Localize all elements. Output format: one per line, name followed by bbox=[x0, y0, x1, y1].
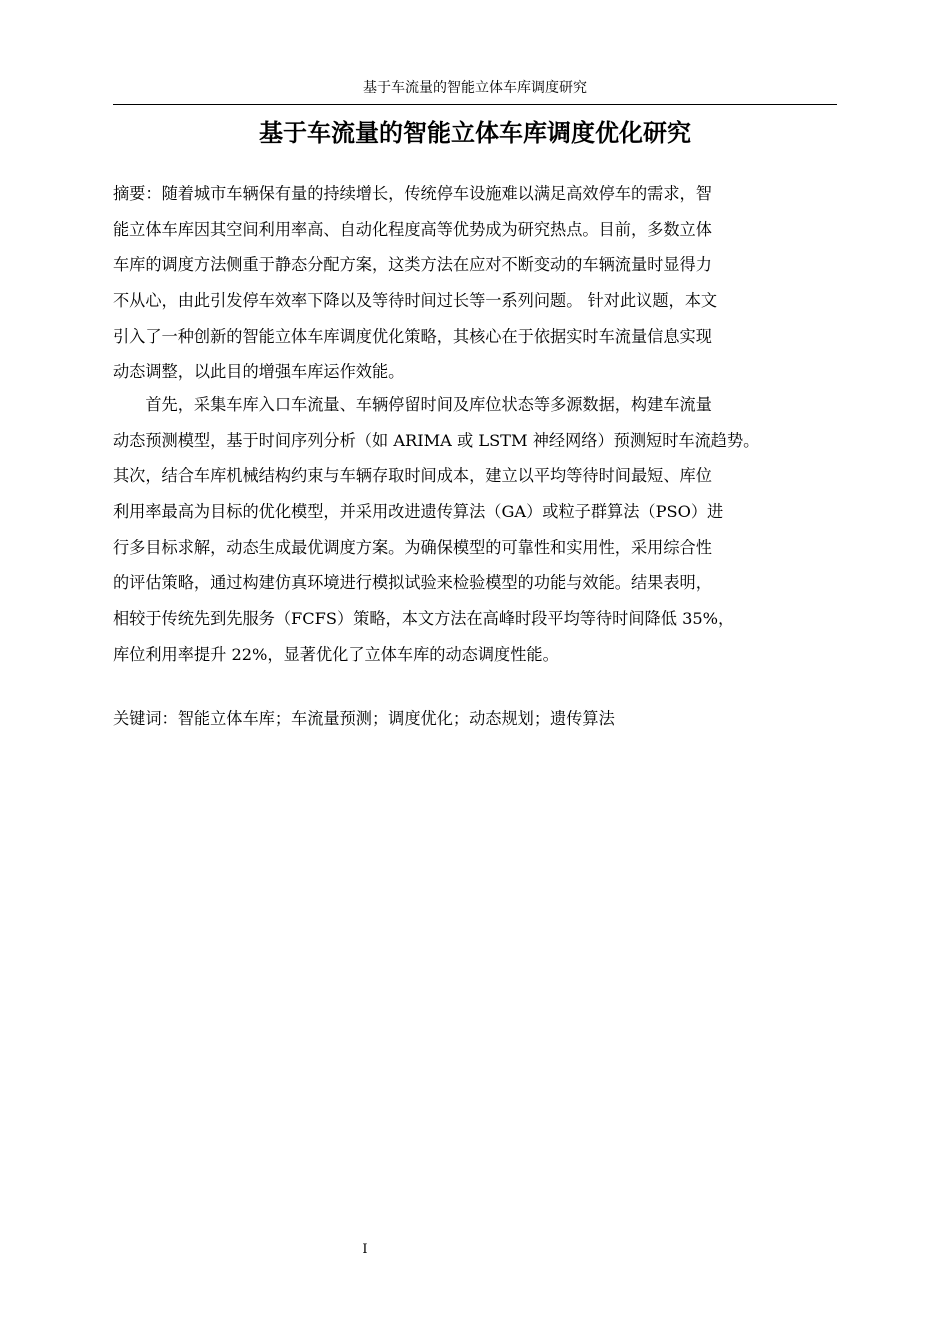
body-line-4: 利用率最高为目标的优化模型，并采用改进遗传算法（GA）或粒子群算法（PSO）进 bbox=[113, 502, 724, 522]
abstract-line-3: 车库的调度方法侧重于静态分配方案，这类方法在应对不断变动的车辆流量时显得力 bbox=[113, 255, 712, 275]
header-rule bbox=[113, 104, 837, 105]
body-line-1: 首先，采集车库入口车流量、车辆停留时间及库位状态等多源数据，构建车流量 bbox=[113, 395, 712, 414]
keywords-line bbox=[113, 701, 837, 737]
abstract-line-1 bbox=[113, 176, 837, 212]
abstract-line-text: 随着城市车辆保有量的持续增长，传统停车设施难以满足高效停车的需求，智 bbox=[161, 184, 712, 203]
keywords-label: 关键词： bbox=[113, 709, 178, 728]
body-line-6: 的评估策略，通过构建仿真环境进行模拟试验来检验模型的功能与效能。结果表明， bbox=[113, 573, 712, 593]
page-number: I bbox=[362, 1242, 368, 1257]
body-paragraph bbox=[113, 387, 837, 673]
abstract-section bbox=[113, 176, 837, 390]
abstract-line-6: 动态调整，以此目的增强车库运作效能。 bbox=[113, 362, 405, 382]
keywords-text: 智能立体车库；车流量预测；调度优化；动态规划；遗传算法 bbox=[177, 709, 615, 728]
body-line-7: 相较于传统先到先服务（FCFS）策略，本文方法在高峰时段平均等待时间降低 35%， bbox=[113, 609, 735, 629]
abstract-line-2: 能立体车库因其空间利用率高、自动化程度高等优势成为研究热点。目前，多数立体 bbox=[113, 219, 712, 239]
running-header: 基于车流量的智能立体车库调度研究 bbox=[363, 80, 587, 96]
paper-title: 基于车流量的智能立体车库调度优化研究 bbox=[259, 119, 691, 147]
body-line-2: 动态预测模型，基于时间序列分析（如 ARIMA 或 LSTM 神经网络）预测短时车流趋势。 bbox=[113, 430, 760, 450]
abstract-label: 摘要： bbox=[113, 184, 162, 203]
body-line-3: 其次，结合车库机械结构约束与车辆存取时间成本，建立以平均等待时间最短、库位 bbox=[113, 466, 712, 486]
abstract-line-5: 引入了一种创新的智能立体车库调度优化策略，其核心在于依据实时车流量信息实现 bbox=[113, 326, 712, 346]
body-line-8: 库位利用率提升 22%，显著优化了立体车库的动态调度性能。 bbox=[113, 644, 559, 664]
abstract-line-4: 不从心，由此引发停车效率下降以及等待时间过长等一系列问题。 针对此议题，本文 bbox=[113, 291, 718, 311]
keywords-section bbox=[113, 701, 837, 737]
body-line-5: 行多目标求解，动态生成最优调度方案。为确保模型的可靠性和实用性，采用综合性 bbox=[113, 537, 712, 557]
